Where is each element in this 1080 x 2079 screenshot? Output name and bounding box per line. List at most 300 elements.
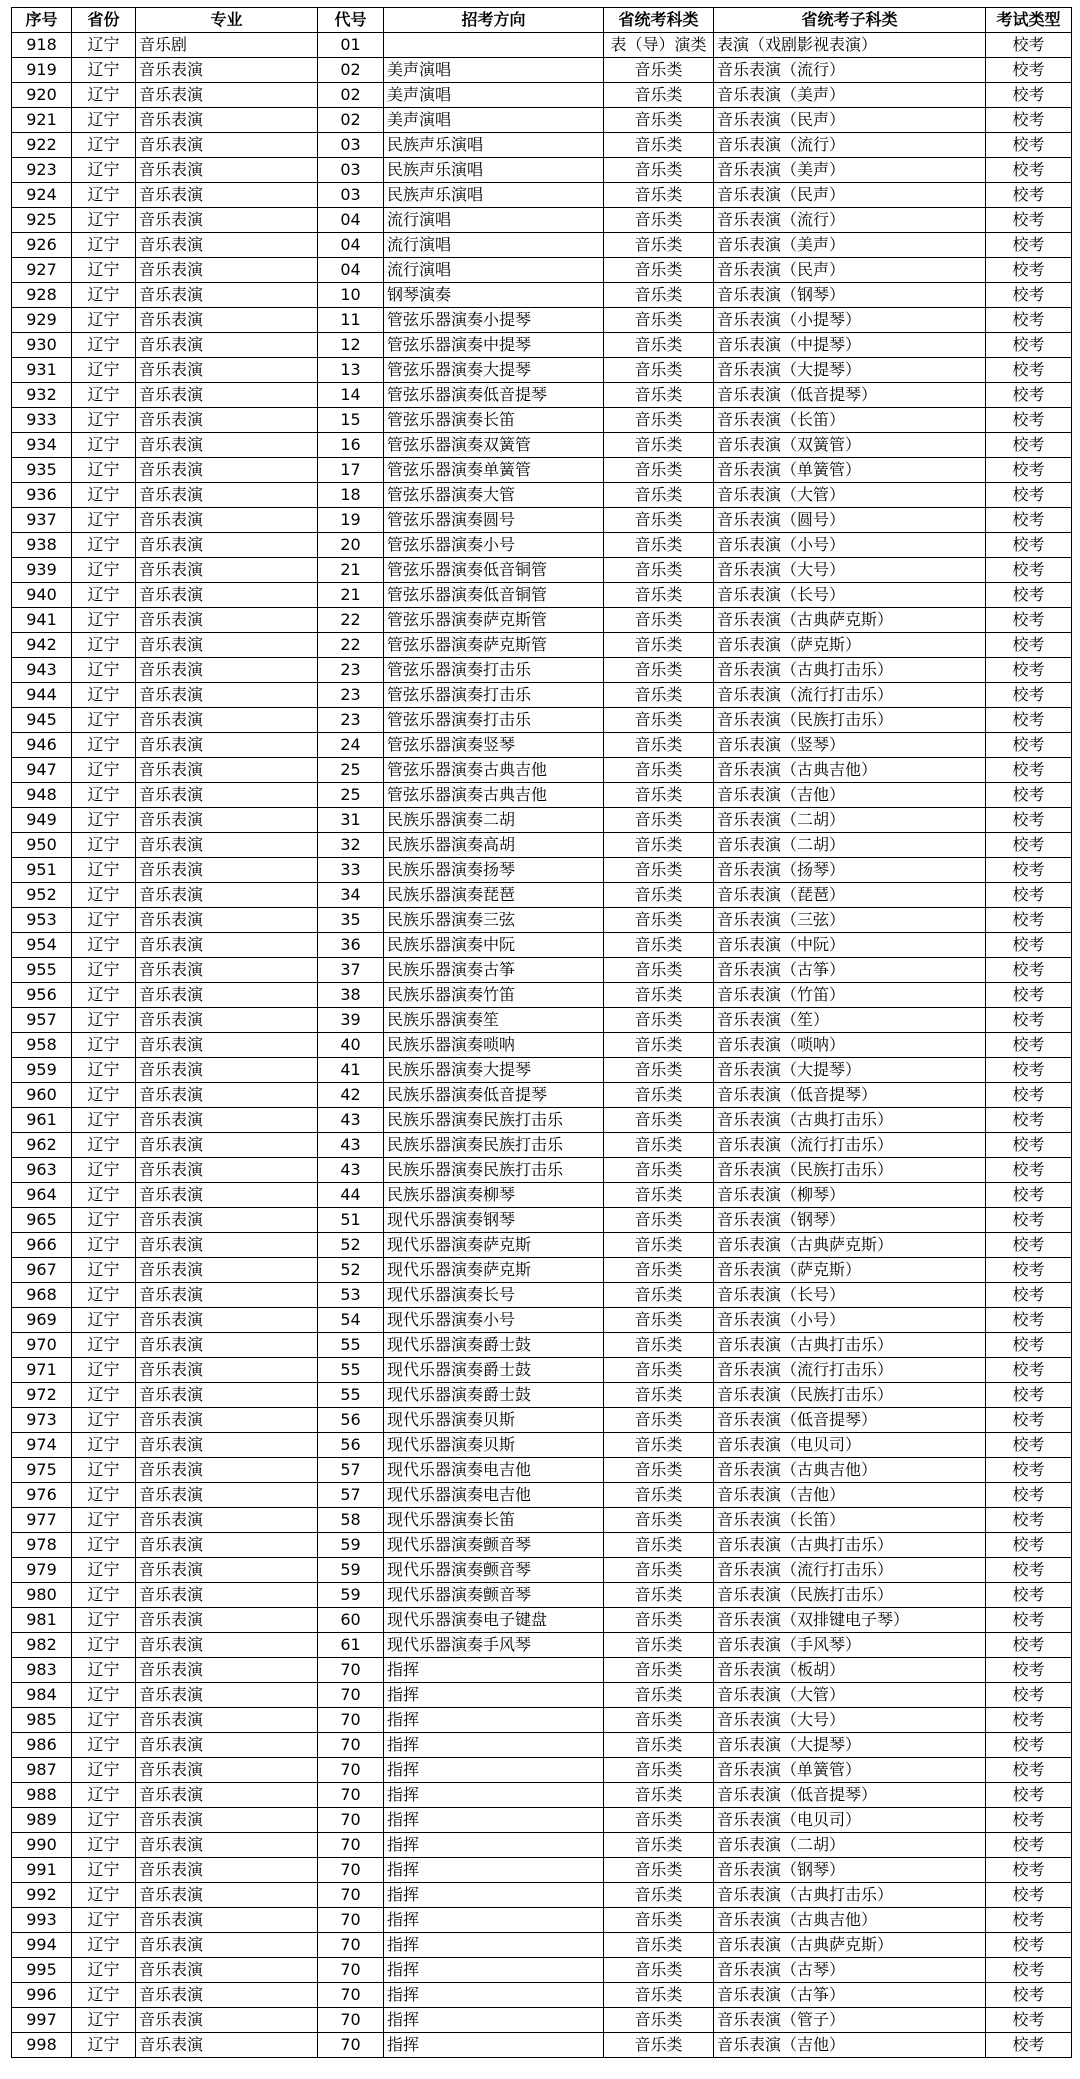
cell-exam-subcategory: 音乐表演（二胡）	[714, 808, 986, 833]
cell-direction: 美声演唱	[384, 108, 604, 133]
cell-exam-category: 音乐类	[604, 408, 714, 433]
cell-exam-type: 校考	[986, 1358, 1072, 1383]
header-exam-category: 省统考科类	[604, 8, 714, 33]
table-row	[12, 133, 1072, 158]
cell-exam-subcategory: 音乐表演（笙）	[714, 1008, 986, 1033]
cell-code: 02	[318, 58, 384, 83]
cell-index: 991	[12, 1858, 72, 1883]
cell-major: 音乐表演	[136, 1533, 318, 1558]
cell-exam-category: 音乐类	[604, 1658, 714, 1683]
cell-province: 辽宁	[72, 1758, 136, 1783]
cell-province: 辽宁	[72, 2033, 136, 2058]
cell-exam-subcategory: 音乐表演（美声）	[714, 233, 986, 258]
cell-province: 辽宁	[72, 1658, 136, 1683]
cell-direction: 民族乐器演奏二胡	[384, 808, 604, 833]
cell-major: 音乐表演	[136, 1858, 318, 1883]
cell-exam-category: 音乐类	[604, 83, 714, 108]
cell-code: 40	[318, 1033, 384, 1058]
cell-exam-subcategory: 音乐表演（吉他）	[714, 783, 986, 808]
cell-major: 音乐表演	[136, 958, 318, 983]
cell-code: 25	[318, 758, 384, 783]
cell-exam-subcategory: 音乐表演（中提琴）	[714, 333, 986, 358]
cell-exam-type: 校考	[986, 708, 1072, 733]
cell-major: 音乐表演	[136, 833, 318, 858]
cell-code: 52	[318, 1258, 384, 1283]
cell-exam-subcategory: 音乐表演（古典打击乐）	[714, 1533, 986, 1558]
cell-index: 972	[12, 1383, 72, 1408]
cell-code: 58	[318, 1508, 384, 1533]
cell-code: 12	[318, 333, 384, 358]
cell-exam-category: 音乐类	[604, 133, 714, 158]
cell-code: 53	[318, 1283, 384, 1308]
cell-direction: 民族乐器演奏民族打击乐	[384, 1158, 604, 1183]
cell-major: 音乐表演	[136, 1633, 318, 1658]
cell-index: 969	[12, 1308, 72, 1333]
cell-direction: 现代乐器演奏钢琴	[384, 1208, 604, 1233]
cell-exam-category: 表（导）演类	[604, 33, 714, 58]
cell-province: 辽宁	[72, 758, 136, 783]
table-row	[12, 1033, 1072, 1058]
cell-exam-subcategory: 音乐表演（小号）	[714, 1308, 986, 1333]
cell-exam-subcategory: 音乐表演（古筝）	[714, 1983, 986, 2008]
cell-province: 辽宁	[72, 983, 136, 1008]
cell-exam-category: 音乐类	[604, 1933, 714, 1958]
cell-major: 音乐表演	[136, 1208, 318, 1233]
cell-exam-type: 校考	[986, 808, 1072, 833]
cell-exam-category: 音乐类	[604, 1008, 714, 1033]
table-row	[12, 183, 1072, 208]
cell-exam-category: 音乐类	[604, 1358, 714, 1383]
cell-exam-type: 校考	[986, 1183, 1072, 1208]
table-row	[12, 1858, 1072, 1883]
cell-exam-subcategory: 音乐表演（单簧管）	[714, 1758, 986, 1783]
cell-exam-category: 音乐类	[604, 1308, 714, 1333]
cell-exam-category: 音乐类	[604, 158, 714, 183]
cell-code: 33	[318, 858, 384, 883]
cell-exam-subcategory: 音乐表演（小提琴）	[714, 308, 986, 333]
cell-exam-subcategory: 音乐表演（民声）	[714, 108, 986, 133]
cell-direction: 民族乐器演奏中阮	[384, 933, 604, 958]
table-row	[12, 1333, 1072, 1358]
cell-province: 辽宁	[72, 483, 136, 508]
table-row	[12, 1558, 1072, 1583]
cell-direction: 现代乐器演奏电吉他	[384, 1483, 604, 1508]
table-row	[12, 1883, 1072, 1908]
cell-exam-subcategory: 音乐表演（民声）	[714, 258, 986, 283]
cell-direction: 现代乐器演奏萨克斯	[384, 1258, 604, 1283]
table-row	[12, 1183, 1072, 1208]
cell-province: 辽宁	[72, 1108, 136, 1133]
cell-index: 952	[12, 883, 72, 908]
cell-code: 55	[318, 1333, 384, 1358]
table-row	[12, 1783, 1072, 1808]
cell-direction: 指挥	[384, 1833, 604, 1858]
cell-code: 70	[318, 1933, 384, 1958]
cell-exam-type: 校考	[986, 483, 1072, 508]
cell-index: 959	[12, 1058, 72, 1083]
cell-major: 音乐表演	[136, 1508, 318, 1533]
cell-code: 52	[318, 1233, 384, 1258]
table-row	[12, 983, 1072, 1008]
cell-exam-subcategory: 音乐表演（电贝司）	[714, 1433, 986, 1458]
cell-exam-category: 音乐类	[604, 1833, 714, 1858]
cell-exam-subcategory: 音乐表演（低音提琴）	[714, 1408, 986, 1433]
cell-code: 04	[318, 208, 384, 233]
table-row	[12, 483, 1072, 508]
cell-exam-subcategory: 音乐表演（大号）	[714, 1708, 986, 1733]
table-row	[12, 733, 1072, 758]
cell-exam-type: 校考	[986, 1258, 1072, 1283]
cell-exam-category: 音乐类	[604, 1458, 714, 1483]
cell-code: 03	[318, 183, 384, 208]
cell-code: 70	[318, 1708, 384, 1733]
cell-province: 辽宁	[72, 1008, 136, 1033]
table-row	[12, 1583, 1072, 1608]
cell-province: 辽宁	[72, 1583, 136, 1608]
cell-exam-category: 音乐类	[604, 1708, 714, 1733]
cell-province: 辽宁	[72, 1058, 136, 1083]
cell-exam-type: 校考	[986, 758, 1072, 783]
cell-code: 23	[318, 708, 384, 733]
cell-exam-type: 校考	[986, 558, 1072, 583]
cell-code: 36	[318, 933, 384, 958]
table-row	[12, 2008, 1072, 2033]
table-row	[12, 508, 1072, 533]
cell-major: 音乐表演	[136, 1933, 318, 1958]
cell-major: 音乐表演	[136, 1658, 318, 1683]
table-row	[12, 1958, 1072, 1983]
cell-province: 辽宁	[72, 1483, 136, 1508]
cell-exam-subcategory: 音乐表演（吉他）	[714, 2033, 986, 2058]
cell-exam-category: 音乐类	[604, 2033, 714, 2058]
cell-index: 978	[12, 1533, 72, 1558]
cell-code: 55	[318, 1358, 384, 1383]
cell-exam-category: 音乐类	[604, 1508, 714, 1533]
cell-direction: 民族乐器演奏柳琴	[384, 1183, 604, 1208]
cell-exam-category: 音乐类	[604, 483, 714, 508]
cell-province: 辽宁	[72, 1683, 136, 1708]
cell-direction: 现代乐器演奏爵士鼓	[384, 1358, 604, 1383]
table-row	[12, 408, 1072, 433]
cell-direction: 指挥	[384, 2033, 604, 2058]
cell-exam-type: 校考	[986, 1433, 1072, 1458]
table-row	[12, 1283, 1072, 1308]
cell-major: 音乐表演	[136, 1183, 318, 1208]
cell-exam-type: 校考	[986, 733, 1072, 758]
cell-direction: 流行演唱	[384, 208, 604, 233]
table-row	[12, 208, 1072, 233]
cell-exam-subcategory: 音乐表演（低音提琴）	[714, 383, 986, 408]
cell-major: 音乐表演	[136, 858, 318, 883]
cell-exam-type: 校考	[986, 608, 1072, 633]
cell-exam-category: 音乐类	[604, 1608, 714, 1633]
cell-code: 01	[318, 33, 384, 58]
table-row	[12, 1733, 1072, 1758]
cell-exam-subcategory: 音乐表演（低音提琴）	[714, 1083, 986, 1108]
cell-major: 音乐表演	[136, 683, 318, 708]
cell-index: 931	[12, 358, 72, 383]
cell-exam-type: 校考	[986, 1908, 1072, 1933]
cell-code: 16	[318, 433, 384, 458]
cell-exam-type: 校考	[986, 658, 1072, 683]
cell-direction: 现代乐器演奏爵士鼓	[384, 1333, 604, 1358]
cell-exam-category: 音乐类	[604, 258, 714, 283]
cell-direction: 管弦乐器演奏双簧管	[384, 433, 604, 458]
cell-province: 辽宁	[72, 1258, 136, 1283]
cell-major: 音乐表演	[136, 258, 318, 283]
cell-major: 音乐表演	[136, 1808, 318, 1833]
cell-exam-subcategory: 音乐表演（长号）	[714, 1283, 986, 1308]
cell-exam-category: 音乐类	[604, 358, 714, 383]
table-row	[12, 758, 1072, 783]
cell-index: 957	[12, 1008, 72, 1033]
cell-province: 辽宁	[72, 683, 136, 708]
table-row	[12, 1608, 1072, 1633]
cell-province: 辽宁	[72, 583, 136, 608]
table-row	[12, 433, 1072, 458]
cell-direction: 指挥	[384, 1958, 604, 1983]
cell-direction: 管弦乐器演奏大提琴	[384, 358, 604, 383]
cell-direction: 指挥	[384, 1983, 604, 2008]
cell-direction: 指挥	[384, 1858, 604, 1883]
cell-exam-subcategory: 音乐表演（唢呐）	[714, 1033, 986, 1058]
cell-major: 音乐表演	[136, 1233, 318, 1258]
cell-major: 音乐表演	[136, 933, 318, 958]
table-row	[12, 1433, 1072, 1458]
cell-direction: 管弦乐器演奏萨克斯管	[384, 608, 604, 633]
cell-major: 音乐表演	[136, 1158, 318, 1183]
cell-exam-subcategory: 音乐表演（流行打击乐）	[714, 1558, 986, 1583]
table-row	[12, 933, 1072, 958]
cell-exam-category: 音乐类	[604, 508, 714, 533]
table-row	[12, 1408, 1072, 1433]
cell-province: 辽宁	[72, 458, 136, 483]
cell-exam-category: 音乐类	[604, 1683, 714, 1708]
cell-code: 70	[318, 1783, 384, 1808]
cell-direction: 管弦乐器演奏古典吉他	[384, 783, 604, 808]
table-row	[12, 533, 1072, 558]
cell-code: 04	[318, 258, 384, 283]
cell-index: 976	[12, 1483, 72, 1508]
cell-code: 59	[318, 1558, 384, 1583]
table-row	[12, 1458, 1072, 1483]
cell-direction: 美声演唱	[384, 58, 604, 83]
cell-exam-subcategory: 音乐表演（长笛）	[714, 1508, 986, 1533]
table-row	[12, 1058, 1072, 1083]
cell-exam-subcategory: 音乐表演（古典打击乐）	[714, 1883, 986, 1908]
cell-exam-type: 校考	[986, 1408, 1072, 1433]
table-row	[12, 708, 1072, 733]
cell-direction: 现代乐器演奏电吉他	[384, 1458, 604, 1483]
cell-province: 辽宁	[72, 933, 136, 958]
table-row	[12, 583, 1072, 608]
cell-province: 辽宁	[72, 1733, 136, 1758]
cell-exam-category: 音乐类	[604, 1583, 714, 1608]
cell-exam-category: 音乐类	[604, 1233, 714, 1258]
cell-index: 989	[12, 1808, 72, 1833]
cell-major: 音乐表演	[136, 458, 318, 483]
cell-direction: 管弦乐器演奏低音铜管	[384, 583, 604, 608]
cell-province: 辽宁	[72, 1858, 136, 1883]
cell-index: 994	[12, 1933, 72, 1958]
cell-exam-category: 音乐类	[604, 58, 714, 83]
cell-direction: 现代乐器演奏贝斯	[384, 1408, 604, 1433]
cell-code: 70	[318, 1808, 384, 1833]
cell-code: 20	[318, 533, 384, 558]
table-row	[12, 1758, 1072, 1783]
table-row	[12, 58, 1072, 83]
cell-index: 995	[12, 1958, 72, 1983]
table-row	[12, 1008, 1072, 1033]
cell-major: 音乐表演	[136, 708, 318, 733]
cell-exam-category: 音乐类	[604, 1883, 714, 1908]
cell-province: 辽宁	[72, 408, 136, 433]
cell-code: 42	[318, 1083, 384, 1108]
cell-exam-type: 校考	[986, 508, 1072, 533]
cell-exam-type: 校考	[986, 583, 1072, 608]
cell-province: 辽宁	[72, 558, 136, 583]
cell-direction: 民族声乐演唱	[384, 158, 604, 183]
cell-major: 音乐表演	[136, 1733, 318, 1758]
table-row	[12, 833, 1072, 858]
cell-code: 14	[318, 383, 384, 408]
cell-index: 935	[12, 458, 72, 483]
cell-province: 辽宁	[72, 1533, 136, 1558]
cell-exam-category: 音乐类	[604, 683, 714, 708]
cell-exam-category: 音乐类	[604, 1533, 714, 1558]
cell-major: 音乐表演	[136, 983, 318, 1008]
cell-major: 音乐表演	[136, 483, 318, 508]
cell-major: 音乐表演	[136, 783, 318, 808]
cell-exam-type: 校考	[986, 308, 1072, 333]
cell-code: 41	[318, 1058, 384, 1083]
cell-major: 音乐表演	[136, 808, 318, 833]
cell-direction: 民族乐器演奏笙	[384, 1008, 604, 1033]
table-row	[12, 658, 1072, 683]
cell-exam-subcategory: 音乐表演（大提琴）	[714, 1733, 986, 1758]
cell-major: 音乐表演	[136, 1683, 318, 1708]
cell-direction: 管弦乐器演奏大管	[384, 483, 604, 508]
cell-index: 943	[12, 658, 72, 683]
cell-direction: 管弦乐器演奏长笛	[384, 408, 604, 433]
cell-province: 辽宁	[72, 308, 136, 333]
cell-major: 音乐表演	[136, 1908, 318, 1933]
cell-code: 37	[318, 958, 384, 983]
cell-exam-type: 校考	[986, 83, 1072, 108]
cell-direction: 民族乐器演奏琵琶	[384, 883, 604, 908]
cell-index: 977	[12, 1508, 72, 1533]
cell-exam-type: 校考	[986, 908, 1072, 933]
cell-code: 59	[318, 1533, 384, 1558]
cell-major: 音乐表演	[136, 408, 318, 433]
cell-exam-subcategory: 音乐表演（古典吉他）	[714, 1458, 986, 1483]
cell-exam-type: 校考	[986, 858, 1072, 883]
cell-exam-subcategory: 音乐表演（钢琴）	[714, 1858, 986, 1883]
cell-direction: 指挥	[384, 1683, 604, 1708]
cell-exam-subcategory: 音乐表演（低音提琴）	[714, 1783, 986, 1808]
cell-index: 983	[12, 1658, 72, 1683]
cell-exam-type: 校考	[986, 33, 1072, 58]
cell-exam-subcategory: 音乐表演（圆号）	[714, 508, 986, 533]
cell-index: 979	[12, 1558, 72, 1583]
table-row	[12, 683, 1072, 708]
cell-exam-category: 音乐类	[604, 333, 714, 358]
cell-direction: 管弦乐器演奏中提琴	[384, 333, 604, 358]
cell-exam-type: 校考	[986, 233, 1072, 258]
cell-major: 音乐表演	[136, 358, 318, 383]
cell-exam-subcategory: 音乐表演（扬琴）	[714, 858, 986, 883]
cell-exam-category: 音乐类	[604, 1908, 714, 1933]
cell-exam-category: 音乐类	[604, 1483, 714, 1508]
cell-province: 辽宁	[72, 2008, 136, 2033]
cell-major: 音乐表演	[136, 1483, 318, 1508]
cell-exam-category: 音乐类	[604, 1983, 714, 2008]
cell-province: 辽宁	[72, 158, 136, 183]
cell-exam-type: 校考	[986, 933, 1072, 958]
cell-exam-subcategory: 音乐表演（古典吉他）	[714, 1908, 986, 1933]
cell-direction: 管弦乐器演奏萨克斯管	[384, 633, 604, 658]
cell-index: 920	[12, 83, 72, 108]
cell-code: 39	[318, 1008, 384, 1033]
cell-direction: 现代乐器演奏小号	[384, 1308, 604, 1333]
cell-exam-subcategory: 音乐表演（柳琴）	[714, 1183, 986, 1208]
cell-province: 辽宁	[72, 608, 136, 633]
cell-index: 948	[12, 783, 72, 808]
cell-direction: 管弦乐器演奏打击乐	[384, 708, 604, 733]
cell-exam-subcategory: 音乐表演（钢琴）	[714, 283, 986, 308]
cell-code: 21	[318, 583, 384, 608]
cell-exam-subcategory: 音乐表演（手风琴）	[714, 1633, 986, 1658]
cell-index: 960	[12, 1083, 72, 1108]
cell-major: 音乐表演	[136, 1983, 318, 2008]
cell-index: 970	[12, 1333, 72, 1358]
cell-index: 947	[12, 758, 72, 783]
cell-exam-category: 音乐类	[604, 433, 714, 458]
cell-exam-type: 校考	[986, 683, 1072, 708]
cell-province: 辽宁	[72, 1908, 136, 1933]
header-exam-type: 考试类型	[986, 8, 1072, 33]
cell-exam-type: 校考	[986, 383, 1072, 408]
cell-index: 923	[12, 158, 72, 183]
cell-province: 辽宁	[72, 58, 136, 83]
cell-exam-category: 音乐类	[604, 2008, 714, 2033]
cell-province: 辽宁	[72, 508, 136, 533]
cell-province: 辽宁	[72, 533, 136, 558]
cell-major: 音乐表演	[136, 83, 318, 108]
header-province: 省份	[72, 8, 136, 33]
cell-index: 929	[12, 308, 72, 333]
cell-exam-category: 音乐类	[604, 1158, 714, 1183]
cell-province: 辽宁	[72, 33, 136, 58]
cell-exam-subcategory: 音乐表演（美声）	[714, 158, 986, 183]
cell-exam-subcategory: 音乐表演（民声）	[714, 183, 986, 208]
cell-major: 音乐表演	[136, 1358, 318, 1383]
cell-exam-type: 校考	[986, 1108, 1072, 1133]
cell-direction: 现代乐器演奏长号	[384, 1283, 604, 1308]
cell-province: 辽宁	[72, 1083, 136, 1108]
cell-index: 936	[12, 483, 72, 508]
cell-direction: 民族乐器演奏竹笛	[384, 983, 604, 1008]
cell-direction: 民族声乐演唱	[384, 133, 604, 158]
cell-code: 61	[318, 1633, 384, 1658]
cell-exam-type: 校考	[986, 283, 1072, 308]
cell-exam-type: 校考	[986, 208, 1072, 233]
cell-direction: 现代乐器演奏颤音琴	[384, 1533, 604, 1558]
cell-direction: 指挥	[384, 1883, 604, 1908]
cell-exam-type: 校考	[986, 108, 1072, 133]
cell-province: 辽宁	[72, 1158, 136, 1183]
cell-major: 音乐表演	[136, 608, 318, 633]
